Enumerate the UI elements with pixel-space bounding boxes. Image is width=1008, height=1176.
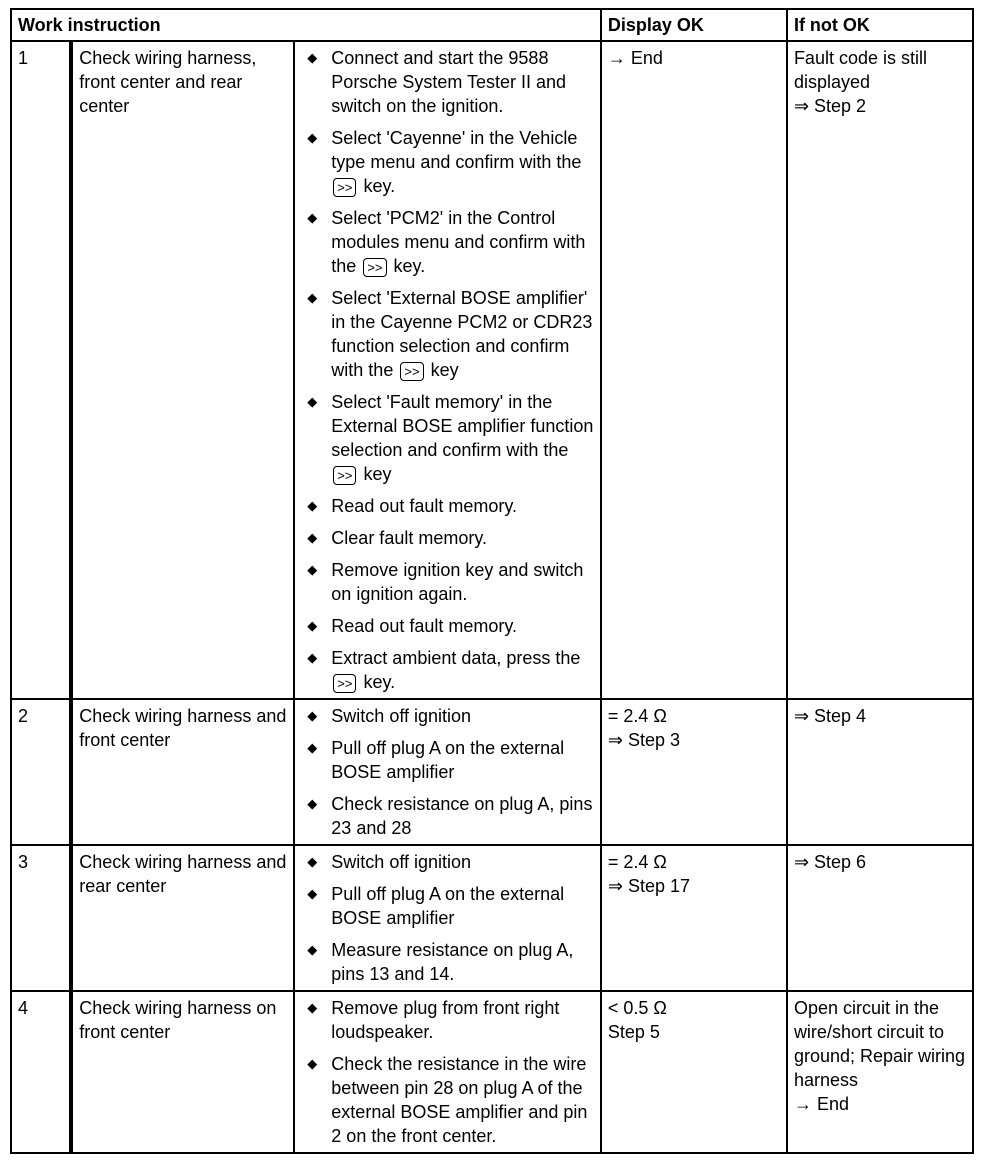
bullet-icon: ◆	[307, 50, 318, 65]
bullet-icon: ◆	[307, 290, 318, 305]
display-ok-cell	[601, 41, 787, 699]
bullet-icon: ◆	[307, 740, 318, 755]
bullet-icon: ◆	[307, 854, 318, 869]
if-not-ok-line: Fault code is still displayed	[793, 48, 927, 92]
bullet-icon: ◆	[307, 886, 318, 901]
display-ok-cell	[601, 699, 787, 845]
step-number: 2	[11, 699, 71, 845]
action-text-after: key.	[393, 256, 426, 276]
check-description: Check wiring harness on front center	[71, 991, 294, 1153]
action-text: Measure resistance on plug A, pins 13 and 14.	[331, 940, 574, 984]
forward-key-icon: >>	[333, 674, 356, 693]
if-not-ok-cell	[787, 991, 973, 1153]
display-ok-line: = 2.4 Ω	[607, 852, 667, 872]
action-text: Check the resistance in the wire between pin 28 on plug A of the external BOSE amplifier and pin 2 on the front center.	[331, 1054, 588, 1146]
action-text: Connect and start the 9588 Porsche System Tester II and switch on the ignition.	[331, 48, 567, 116]
header-display-ok: Display OK	[601, 9, 787, 41]
action-text: Switch off ignition	[331, 706, 472, 726]
bullet-icon: ◆	[307, 562, 318, 577]
action-item	[301, 850, 594, 874]
bullet-icon: ◆	[307, 498, 318, 513]
bullet-icon: ◆	[307, 618, 318, 633]
forward-key-icon: >>	[400, 362, 423, 381]
action-text: Extract ambient data, press the	[331, 648, 581, 668]
display-ok-line: Step 5	[607, 1022, 660, 1042]
if-not-ok-line: ⇒ Step 6	[793, 852, 867, 872]
if-not-ok-cell	[787, 845, 973, 991]
action-item	[301, 206, 594, 278]
bullet-icon: ◆	[307, 130, 318, 145]
action-item	[301, 494, 594, 518]
header-if-not-ok: If not OK	[787, 9, 973, 41]
action-item	[301, 46, 594, 118]
action-text: Remove plug from front right loudspeaker.	[331, 998, 560, 1042]
if-not-ok-cell	[787, 41, 973, 699]
if-not-ok-line: Open circuit in the wire/short circuit to ground; Repair wiring harness	[793, 998, 966, 1090]
header-row	[11, 9, 973, 41]
action-text: Check resistance on plug A, pins 23 and 28	[331, 794, 593, 838]
table-row	[11, 699, 973, 845]
work-instruction-table	[10, 8, 974, 1154]
action-text: Select 'External BOSE amplifier' in the Cayenne PCM2 or CDR23 function selection and confirm with the	[331, 288, 593, 380]
action-text: Pull off plug A on the external BOSE amplifier	[331, 884, 565, 928]
action-text-after: key.	[363, 672, 396, 692]
action-item	[301, 1052, 594, 1148]
action-text: Pull off plug A on the external BOSE amplifier	[331, 738, 565, 782]
bullet-icon: ◆	[307, 1000, 318, 1015]
display-ok-line: → End	[607, 48, 663, 68]
bullet-icon: ◆	[307, 394, 318, 409]
display-ok-line: < 0.5 Ω	[607, 998, 667, 1018]
check-description: Check wiring harness, front center and rear center	[71, 41, 294, 699]
action-item	[301, 126, 594, 198]
check-description: Check wiring harness and rear center	[71, 845, 294, 991]
action-text-after: key.	[363, 176, 396, 196]
display-ok-line: ⇒ Step 17	[607, 876, 691, 896]
bullet-icon: ◆	[307, 210, 318, 225]
header-work-instruction: Work instruction	[11, 9, 601, 41]
action-item	[301, 704, 594, 728]
action-item	[301, 526, 594, 550]
action-item	[301, 614, 594, 638]
bullet-icon: ◆	[307, 530, 318, 545]
action-text-after: key	[430, 360, 459, 380]
display-ok-cell	[601, 845, 787, 991]
if-not-ok-line: ⇒ Step 2	[793, 96, 867, 116]
action-list	[301, 46, 594, 694]
action-item	[301, 646, 594, 694]
table-row	[11, 845, 973, 991]
action-text: Select 'PCM2' in the Control modules menu and confirm with the	[331, 208, 586, 276]
action-item	[301, 792, 594, 840]
action-list-cell	[294, 41, 601, 699]
action-text: Switch off ignition	[331, 852, 472, 872]
action-text: Remove ignition key and switch on ignition again.	[331, 560, 584, 604]
step-number: 1	[11, 41, 71, 699]
action-list-cell	[294, 699, 601, 845]
action-text: Read out fault memory.	[331, 496, 518, 516]
action-text: Select 'Cayenne' in the Vehicle type menu and confirm with the	[331, 128, 582, 172]
action-list	[301, 850, 594, 986]
action-list-cell	[294, 991, 601, 1153]
action-item	[301, 390, 594, 486]
forward-key-icon: >>	[333, 178, 356, 197]
action-item	[301, 882, 594, 930]
action-item	[301, 736, 594, 784]
if-not-ok-cell	[787, 699, 973, 845]
step-number: 4	[11, 991, 71, 1153]
bullet-icon: ◆	[307, 650, 318, 665]
check-description: Check wiring harness and front center	[71, 699, 294, 845]
action-text: Clear fault memory.	[331, 528, 488, 548]
step-number: 3	[11, 845, 71, 991]
action-item	[301, 286, 594, 382]
table-row	[11, 41, 973, 699]
if-not-ok-line: ⇒ Step 4	[793, 706, 867, 726]
action-text-after: key	[363, 464, 392, 484]
forward-key-icon: >>	[363, 258, 386, 277]
display-ok-cell	[601, 991, 787, 1153]
bullet-icon: ◆	[307, 942, 318, 957]
action-text: Select 'Fault memory' in the External BOSE amplifier function selection and confirm with the	[331, 392, 594, 460]
forward-key-icon: >>	[333, 466, 356, 485]
action-item	[301, 996, 594, 1044]
action-list	[301, 704, 594, 840]
display-ok-line: = 2.4 Ω	[607, 706, 667, 726]
display-ok-line: ⇒ Step 3	[607, 730, 681, 750]
action-item	[301, 558, 594, 606]
bullet-icon: ◆	[307, 1056, 318, 1071]
action-list-cell	[294, 845, 601, 991]
if-not-ok-line: → End	[793, 1094, 849, 1114]
action-text: Read out fault memory.	[331, 616, 518, 636]
bullet-icon: ◆	[307, 796, 318, 811]
action-list	[301, 996, 594, 1148]
table-row	[11, 991, 973, 1153]
bullet-icon: ◆	[307, 708, 318, 723]
action-item	[301, 938, 594, 986]
